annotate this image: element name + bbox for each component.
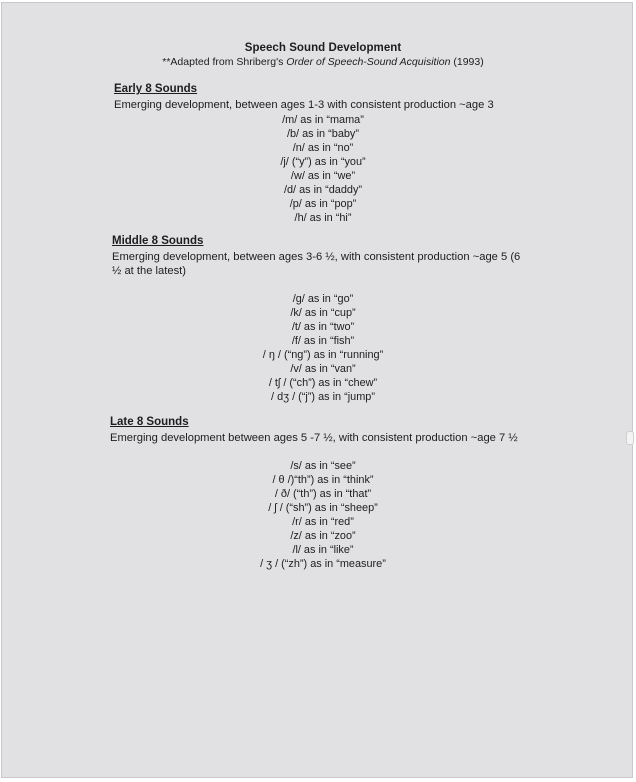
early-sounds-list (2, 113, 636, 225)
document-title: Speech Sound Development (244, 42, 402, 54)
sound-item: / θ /)“th”) as in “think” (272, 474, 374, 486)
sound-item: /f/ as in “fish” (291, 335, 355, 347)
sound-item: /l/ as in “like” (292, 544, 354, 556)
early-sounds-description: Emerging development, between ages 1-3 with consistent production ~age 3 (114, 99, 494, 111)
sound-item: /v/ as in “van” (290, 363, 356, 375)
late-sounds-heading: Late 8 Sounds (110, 416, 189, 428)
sound-item: /j/ (“y”) as in “you” (280, 156, 366, 168)
document-subtitle (2, 56, 636, 68)
sound-item: /p/ as in “pop” (289, 198, 357, 210)
middle-sounds-list (2, 292, 636, 404)
subtitle-source-work: Order of Speech-Sound Acquisition (286, 56, 451, 68)
subtitle-suffix: (1993) (450, 56, 484, 68)
sound-item: /t/ as in “two” (291, 321, 355, 333)
sound-item: / ð/ (“th”) as in “that” (274, 488, 372, 500)
middle-sounds-heading: Middle 8 Sounds (112, 235, 204, 247)
late-sounds-list (2, 459, 636, 571)
sound-item: /h/ as in “hi” (294, 212, 352, 224)
sound-item: /s/ as in “see” (290, 460, 356, 472)
sound-item: /n/ as in “no” (292, 142, 354, 154)
sound-item: /g/ as in “go” (292, 293, 354, 305)
sound-item: /d/ as in “daddy” (283, 184, 363, 196)
scan-blemish (626, 431, 634, 445)
sound-item: / ŋ / (“ng”) as in “running” (262, 349, 384, 361)
sound-item: / dʒ / (“j”) as in “jump” (271, 391, 375, 403)
sound-item: /w/ as in “we” (290, 170, 356, 182)
sound-item: / ʒ / (“zh”) as in “measure” (260, 558, 386, 570)
subtitle-prefix: **Adapted from Shriberg's (162, 56, 287, 68)
sound-item: /k/ as in “cup” (290, 307, 356, 319)
sound-item: / ʃ / (“sh”) as in “sheep” (268, 502, 378, 514)
document-page (1, 2, 633, 778)
late-sounds-description: Emerging development between ages 5 -7 ½, with consistent production ~age 7 ½ (110, 432, 518, 444)
early-sounds-heading: Early 8 Sounds (114, 83, 198, 95)
sound-item: /z/ as in “zoo” (290, 530, 356, 542)
sound-item: / tʃ / (“ch”) as in “chew” (268, 377, 378, 389)
sound-item: /m/ as in “mama” (282, 114, 364, 126)
middle-sounds-description: Emerging development, between ages 3-6 ½, with consistent production ~age 5 (6 ½ at the latest) (112, 251, 521, 277)
sound-item: /b/ as in “baby” (286, 128, 360, 140)
sound-item: /r/ as in “red” (292, 516, 354, 528)
